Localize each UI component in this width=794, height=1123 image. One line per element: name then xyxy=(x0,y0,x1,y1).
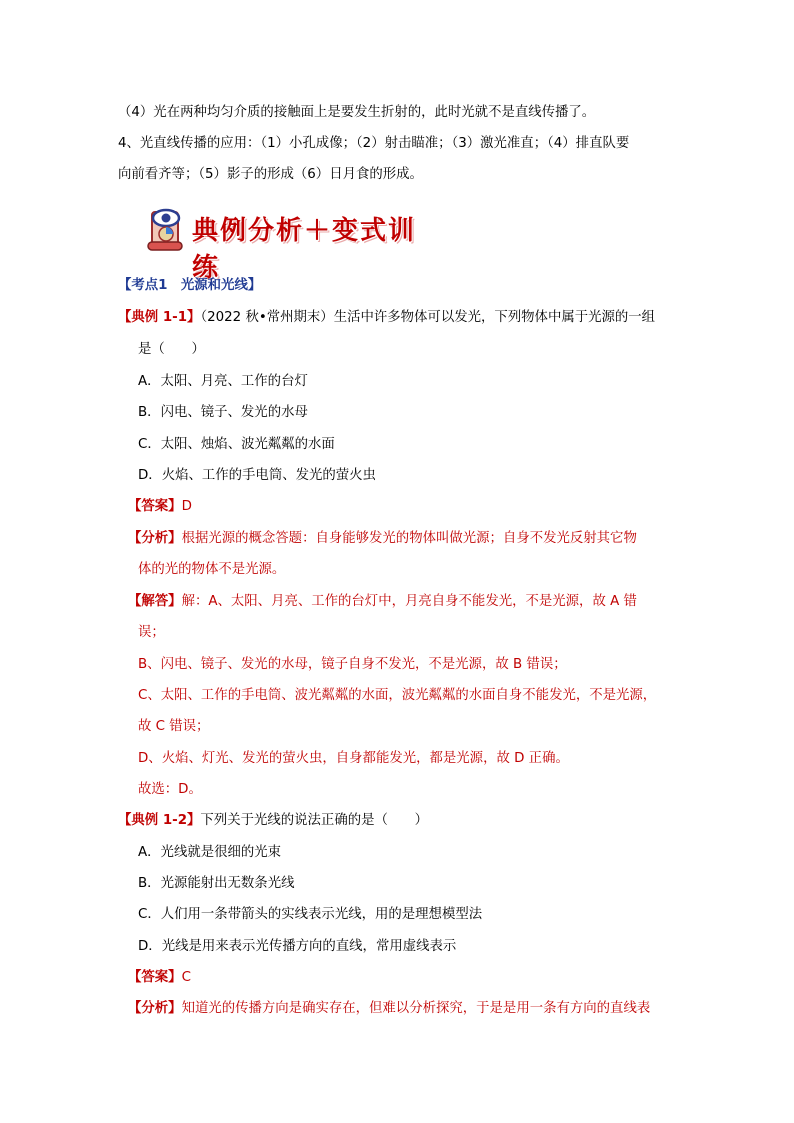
solution-line-6: D、火焰、灯光、发光的萤火虫，自身都能发光，都是光源，故 D 正确。 xyxy=(138,751,569,766)
analysis-line-2: 体的光的物体不是光源。 xyxy=(138,562,286,577)
example-tag: 【典例 1-2】 xyxy=(118,813,201,828)
analysis-line-1 xyxy=(128,530,637,548)
solution-line-1 xyxy=(128,593,637,611)
option-c: C．太阳、烛焰、波光粼粼的水面 xyxy=(138,437,335,452)
intro-line-2: 4、光直线传播的应用：（1）小孔成像；（2）射击瞄准；（3）激光准直；（4）排直队要 xyxy=(118,136,630,151)
solution-line-7: 故选：D。 xyxy=(138,782,202,797)
analysis-line-1 xyxy=(128,1000,650,1018)
analysis-text: 根据光源的概念答题：自身能够发光的物体叫做光源；自身不发光反射其它物 xyxy=(181,531,637,546)
analysis-tag: 【分析】 xyxy=(128,1001,182,1016)
analysis-text: 知道光的传播方向是确实存在，但难以分析探究，于是是用一条有方向的直线表 xyxy=(181,1001,651,1016)
banner-title: 典例分析＋变式训练 xyxy=(192,216,417,283)
example-tag: 【典例 1-1】 xyxy=(118,310,201,325)
intro-line-1: （4）光在两种均匀介质的接触面上是要发生折射的，此时光就不是直线传播了。 xyxy=(118,105,596,120)
question-text: 下列关于光线的说法正确的是（ ） xyxy=(200,813,429,828)
question-text-cont: 是（ ） xyxy=(138,342,205,357)
intro-line-3: 向前看齐等；（5）影子的形成（6）日月食的形成。 xyxy=(118,167,423,182)
question-text: （2022 秋•常州期末）生活中许多物体可以发光，下列物体中属于光源的一组 xyxy=(200,310,656,325)
option-b: B．闪电、镜子、发光的水母 xyxy=(138,405,308,420)
scroll-eye-icon xyxy=(146,204,190,254)
section-title: 【考点1 光源和光线】 xyxy=(118,278,262,293)
analysis-tag: 【分析】 xyxy=(128,531,182,546)
solution-line-5: 故 C 错误； xyxy=(138,719,210,734)
answer-line xyxy=(128,969,191,987)
answer-value: D xyxy=(181,499,192,514)
answer-tag: 【答案】 xyxy=(128,499,182,514)
option-d: D．火焰、工作的手电筒、发光的萤火虫 xyxy=(138,468,376,483)
option-d: D．光线是用来表示光传播方向的直线，常用虚线表示 xyxy=(138,939,457,954)
option-a: A．光线就是很细的光束 xyxy=(138,845,282,860)
example-1-1-question xyxy=(118,309,655,327)
example-1-2-question xyxy=(118,812,428,830)
solution-tag: 【解答】 xyxy=(128,594,182,609)
option-b: B．光源能射出无数条光线 xyxy=(138,876,295,891)
answer-value: C xyxy=(181,970,191,985)
solution-line-3: B、闪电、镜子、发光的水母，镜子自身不发光，不是光源，故 B 错误； xyxy=(138,657,567,672)
solution-text: 解：A、太阳、月亮、工作的台灯中，月亮自身不能发光，不是光源，故 A 错 xyxy=(181,594,637,609)
solution-line-4: C、太阳、工作的手电筒、波光粼粼的水面，波光粼粼的水面自身不能发光，不是光源， xyxy=(138,688,657,703)
option-a: A．太阳、月亮、工作的台灯 xyxy=(138,374,308,389)
section-banner xyxy=(146,204,436,283)
solution-line-2: 误； xyxy=(138,625,165,640)
answer-tag: 【答案】 xyxy=(128,970,182,985)
answer-line xyxy=(128,498,192,516)
option-c: C．人们用一条带箭头的实线表示光线，用的是理想模型法 xyxy=(138,907,483,922)
